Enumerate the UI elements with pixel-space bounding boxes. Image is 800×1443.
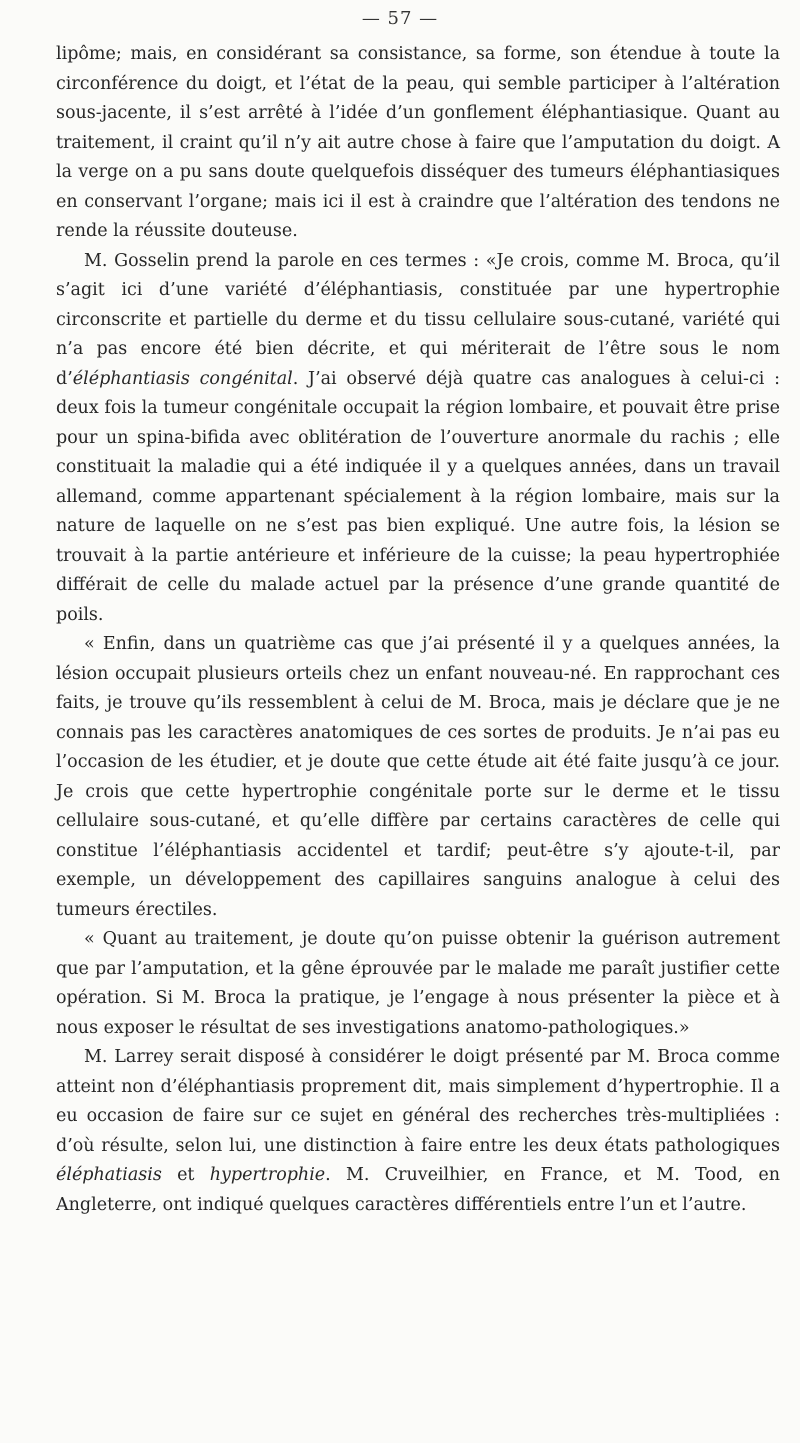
paragraph xyxy=(56,1043,780,1220)
page-number: — 57 — xyxy=(361,8,439,29)
text-segment: « Enfin, dans un quatrième cas que j’ai présenté il y a quelques années, la lésion occupait plusieurs orteils chez un enfant nouveau-né. En rapprochant ces faits, je trouve qu’ils ressemblent à celui de M. Broca, mais je déclare que je ne connais pas les caractères anatomiques de ces sortes de produits. Je n’ai pas eu l’occasion de les étudier, et je doute que cette étude ait été faite jusqu’à ce jour. Je crois que cette hypertrophie congénitale porte sur le derme et le tissu cellulaire sous-cutané, et qu’elle diffère par certains caractères de celle qui constitue l’éléphantiasis accidentel et tardif; peut-être s’y ajoute-t-il, par exemple, un développement des capillaires sanguins analogue à celui des tumeurs érectiles. xyxy=(56,634,780,920)
italic-term: éléphantiasis congénital xyxy=(72,368,293,389)
text-segment: . J’ai observé déjà quatre cas analogues à celui-ci : deux fois la tumeur congénitale occupait la région lombaire, et pouvait être prise pour un spina-bifida avec oblitération de l’ouverture anormale du rachis ; elle constituait la maladie qui a été indiquée il y a quelques années, dans un travail allemand, comme appartenant spécialement à la région lombaire, mais sur la nature de laquelle on ne s’est pas bien expliqué. Une autre fois, la lésion se trouvait à la partie antérieure et inférieure de la cuisse; la peau hypertrophiée différait de celle du malade actuel par la présence d’une grande quantité de poils. xyxy=(56,368,780,625)
text-segment: « Quant au traitement, je doute qu’on puisse obtenir la guérison autrement que par l’amputation, et la gêne éprouvée par le malade me paraît justifier cette opération. Si M. Broca la pratique, je l’engage à nous présenter la pièce et à nous exposer le résultat de ses investigations anatomo-pathologiques.» xyxy=(56,929,780,1038)
text-segment: . M. Cruveilhier, en France, et M. Tood, en Angleterre, ont indiqué quelques caractères différentiels entre l’un et l’autre. xyxy=(56,1165,781,1215)
italic-term: hypertrophie xyxy=(209,1165,326,1185)
text-segment: et xyxy=(161,1165,210,1185)
paragraph xyxy=(56,40,780,247)
paragraph xyxy=(56,630,780,925)
text-segment: M. Larrey serait disposé à considérer le doigt présenté par M. Broca comme atteint non d’éléphantiasis proprement dit, mais simplement d’hypertrophie. Il a eu occasion de faire sur ce sujet en général des recherches très-multipliées : d’où résulte, selon lui, une distinction à faire entre les deux états pathologiques xyxy=(56,1047,780,1156)
text-segment: M. Gosselin prend la parole en ces termes : «Je crois, comme M. Broca, qu’il s’agit ici d’une variété d’éléphantiasis, constituée par une hypertrophie circonscrite et partielle du derme et du tissu cellulaire sous-cutané, variété qui n’a pas encore été bien décrite, et qui mériterait de l’être sous le nom d’ xyxy=(56,250,780,389)
paragraph xyxy=(56,925,780,1043)
body-text xyxy=(56,40,780,1220)
italic-term: éléphatiasis xyxy=(56,1165,162,1185)
paragraph xyxy=(56,247,780,631)
text-segment: lipôme; mais, en considérant sa consistance, sa forme, son étendue à toute la circonférence du doigt, et l’état de la peau, qui semble participer à l’altération sous-jacente, il s’est arrêté à l’idée d’un gonflement éléphantiasique. Quant au traitement, il craint qu’il n’y ait autre chose à faire que l’amputation du doigt. A la verge on a pu sans doute quelquefois disséquer des tumeurs éléphantiasiques en conservant l’organe; mais ici il est à craindre que l’altération des tendons ne rende la réussite douteuse. xyxy=(56,44,780,241)
